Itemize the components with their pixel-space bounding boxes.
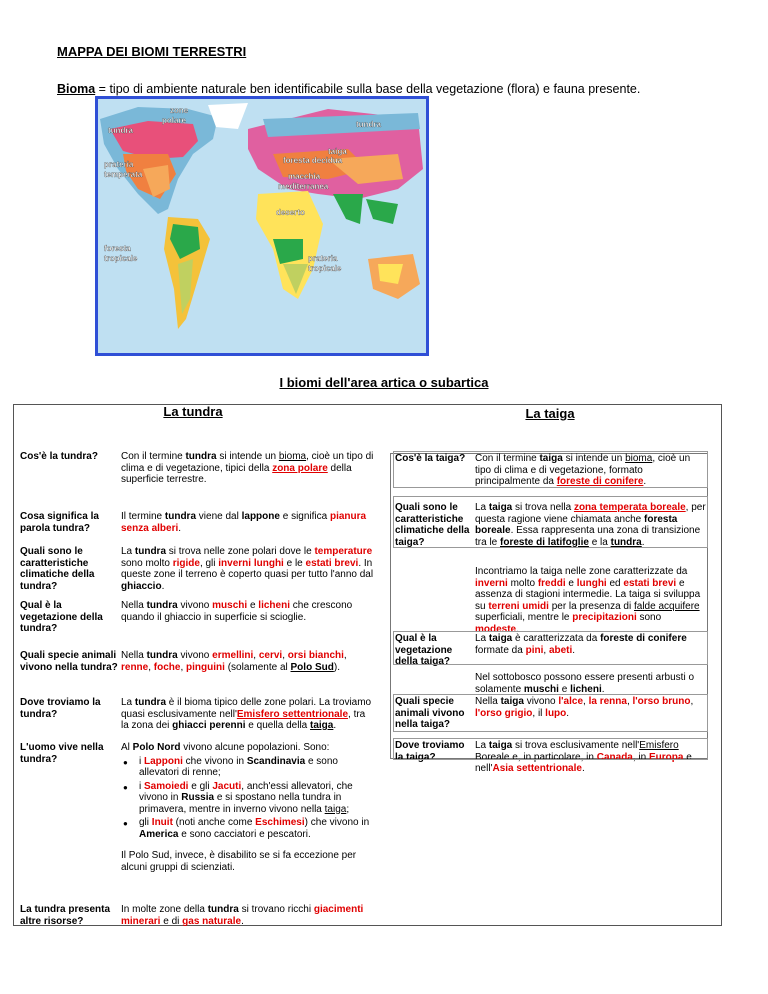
people-list-item: ● i Lapponi che vivono in Scandinavia e sono allevatori di renne; — [139, 756, 375, 779]
svg-text:tundra: tundra — [108, 126, 133, 135]
taiga-answer: La taiga si trova esclusivamente nell'Emisfero Boreale e, in particolare, in Canada, in Europa e nell'Asia settentrionale. — [475, 740, 692, 774]
taiga-answer: Incontriamo la taiga nelle zone caratterizzate da inverni molto freddi e lunghi ed estati brevi e assenza di stagioni intermedie. La taiga si sviluppa su terreni umidi per la presenza di falde acquifere superficiali, mentre le precipitazioni sono modeste. — [475, 566, 701, 635]
definition-text: = tipo di ambiente naturale ben identificabile sulla base della vegetazione (flora) e fauna presente. — [95, 82, 641, 96]
taiga-question: Cos'è la taiga? — [395, 453, 466, 464]
svg-text:macchia: macchia — [288, 172, 321, 181]
tundra-question: Quali specie animali vivono nella tundra? — [20, 650, 118, 673]
taiga-question: Quali specie animali vivono nella taiga? — [395, 696, 465, 730]
svg-text:temperata: temperata — [104, 170, 143, 179]
svg-text:tropicale: tropicale — [308, 264, 342, 273]
taiga-answer: Con il termine taiga si intende un bioma, cioè un tipo di clima e di vegetazione, formato principalmente da foreste di conifere. — [475, 453, 691, 487]
tundra-answer: Il termine tundra viene dal lappone e significa pianura senza alberi. — [121, 511, 367, 534]
tundra-question: Cosa significa la parola tundra? — [20, 511, 99, 534]
taiga-answer: La taiga si trova nella zona temperata boreale, per questa ragione viene chiamata anche foresta boreale. Essa rappresenta una zona di transizione tra le foreste di latifoglie e la tundra. — [475, 502, 706, 548]
svg-text:zone: zone — [170, 106, 189, 115]
taiga-cell-border — [393, 694, 708, 732]
biome-definition — [57, 82, 640, 96]
tundra-answer: Con il termine tundra si intende un bioma, cioè un tipo di clima e di vegetazione, tipici della zona polare della superficie terrestre. — [121, 451, 374, 485]
svg-text:prateria: prateria — [104, 160, 134, 169]
svg-text:tundra: tundra — [356, 120, 381, 129]
tundra-answer: La tundra è il bioma tipico delle zone polari. La troviamo quasi esclusivamente nell'Emisfero settentrionale, tra la zona dei ghiacci perenni e quella della taiga. — [121, 697, 372, 731]
taiga-cell-border — [393, 451, 708, 488]
taiga-cell-border — [393, 496, 708, 548]
tundra-answer: Nella tundra vivono muschi e licheni che crescono quando il ghiaccio in superficie si scioglie. — [121, 600, 353, 623]
taiga-header: La taiga — [525, 406, 575, 421]
definition-term: Bioma — [57, 82, 96, 96]
taiga-answer: La taiga è caratterizzata da foreste di conifere formate da pini, abeti. — [475, 633, 687, 656]
svg-text:mediterranea: mediterranea — [278, 182, 329, 191]
svg-text:foresta decidua: foresta decidua — [283, 156, 343, 165]
tundra-question: Cos'è la tundra? — [20, 451, 98, 462]
taiga-question: Dove troviamo la taiga? — [395, 740, 465, 763]
tundra-question: Quali sono le caratteristiche climatiche della tundra? — [20, 546, 95, 592]
tundra-question: Qual è la vegetazione della tundra? — [20, 600, 103, 634]
tundra-question: L'uomo vive nella tundra? — [20, 742, 104, 765]
world-biome-map — [95, 96, 429, 356]
polo-sud-note: Il Polo Sud, invece, è disabilito se si fa eccezione per alcuni gruppi di scienziati. — [121, 850, 357, 873]
svg-text:deserto: deserto — [276, 208, 305, 217]
svg-text:tropicale: tropicale — [104, 254, 138, 263]
people-list-item: ● i Samoiedi e gli Jacuti, anch'essi allevatori, che vivono in Russia e si spostano nella tundra in primavera, mentre in inverno vivono nella taiga; — [139, 781, 375, 816]
tundra-header: La tundra — [163, 404, 223, 419]
taiga-question: Qual è la vegetazione della taiga? — [395, 633, 453, 667]
taiga-answer: Nella taiga vivono l'alce, la renna, l'orso bruno, l'orso grigio, il lupo. — [475, 696, 694, 719]
page-title: MAPPA DEI BIOMI TERRESTRI — [57, 44, 247, 59]
tundra-answer: Nella tundra vivono ermellini, cervi, orsi bianchi, renne, foche, pinguini (solamente al Polo Sud). — [121, 650, 347, 673]
section-title: I biomi dell'area artica o subartica — [279, 375, 489, 390]
tundra-answer: Al Polo Nord vivono alcune popolazioni. Sono: ● i Lapponi che vivono in Scandinavia e sono allevatori di renne; ● i Samoiedi e gli Jacuti, anch'essi allevatori, che vivono in Russia e si spostano nella tundra in primavera, mentre in inverno vivono nella taiga; ● gli Inuit (noti anche come Eschimesi) che vivono in America e sono cacciatori e pescatori. Il Polo Sud, invece, è disabilito se si fa eccezione per alcuni gruppi di scienziati. — [121, 742, 375, 873]
svg-text:prateria: prateria — [308, 254, 338, 263]
taiga-cell-border — [393, 738, 708, 760]
tundra-answer: In molte zone della tundra si trovano ricchi giacimenti minerari e di gas naturale. — [121, 904, 364, 927]
tundra-question: La tundra presenta altre risorse? — [20, 904, 111, 927]
taiga-cell-border — [393, 631, 708, 665]
svg-text:polare: polare — [162, 116, 187, 125]
tundra-answer: La tundra si trova nelle zone polari dove le temperature sono molto rigide, gli inverni lunghi e le estati brevi. In queste zone il terreno è coperto quasi per tutto l'anno dal ghiaccio. — [121, 546, 374, 592]
taiga-answer: Nel sottobosco possono essere presenti arbusti o solamente muschi e licheni. — [475, 672, 695, 695]
taiga-question: Quali sono le caratteristiche climatiche della taiga? — [395, 502, 470, 548]
svg-text:taiga: taiga — [328, 147, 347, 156]
svg-text:foresta: foresta — [104, 244, 131, 253]
people-list-item: ● gli Inuit (noti anche come Eschimesi) che vivono in America e sono cacciatori e pescatori. — [139, 817, 375, 840]
tundra-question: Dove troviamo la tundra? — [20, 697, 101, 720]
